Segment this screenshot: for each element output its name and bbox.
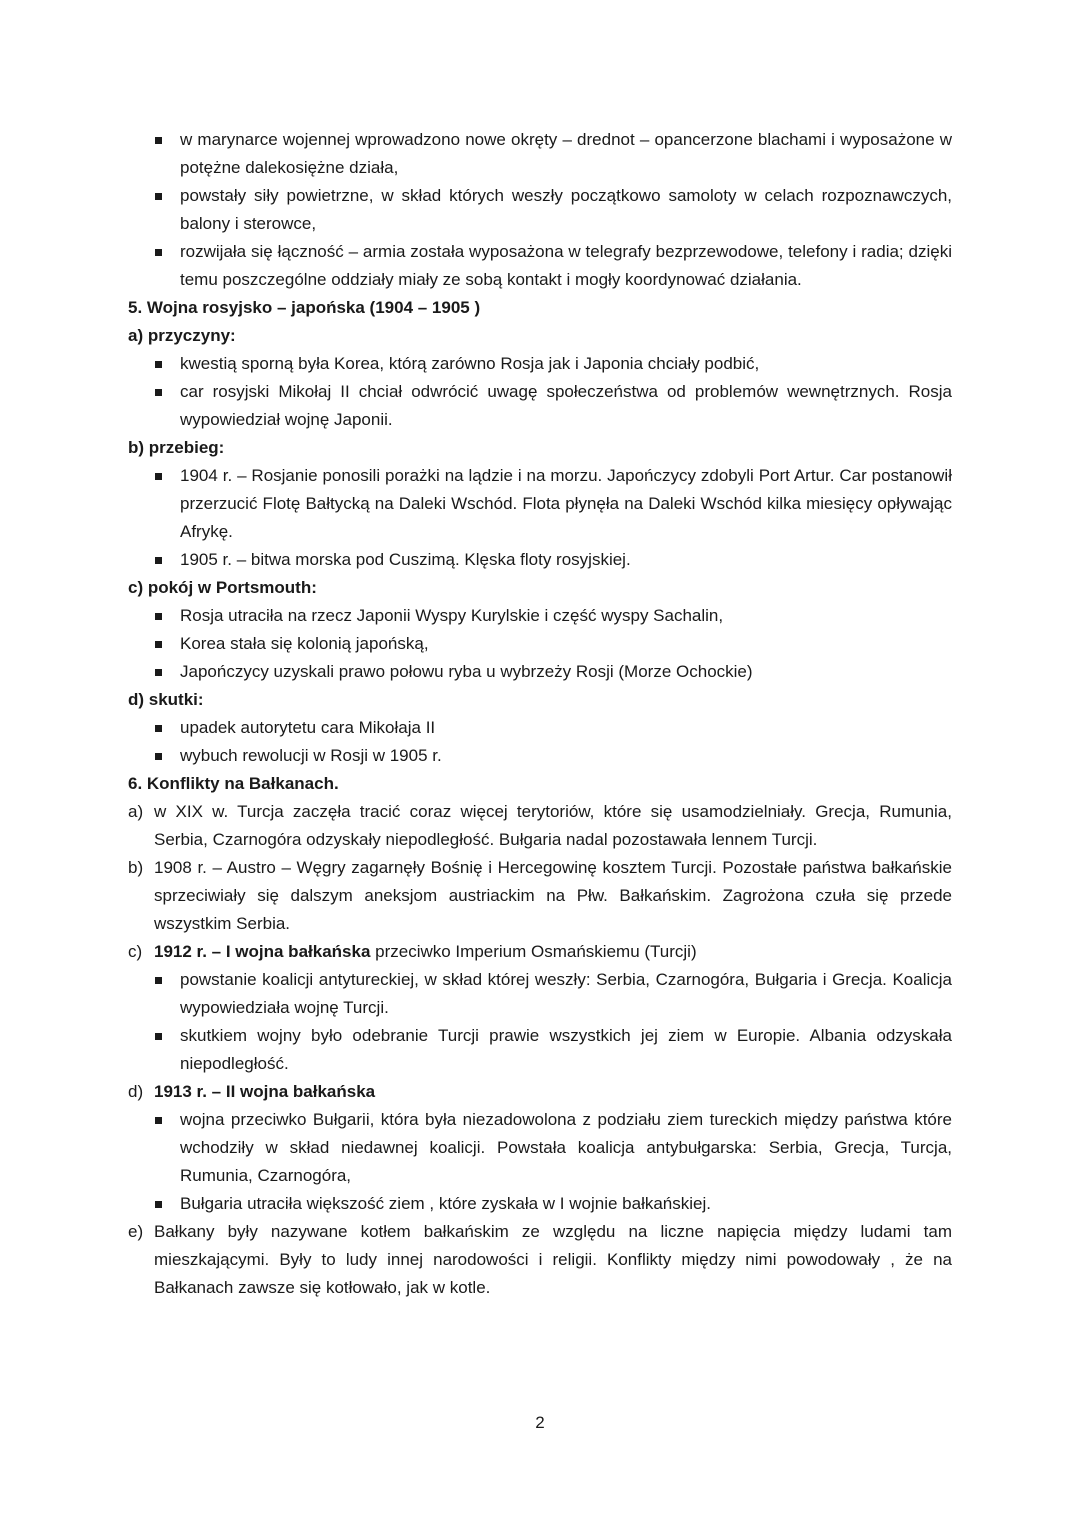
paragraph-label: e) (128, 1222, 144, 1241)
list-item: wybuch rewolucji w Rosji w 1905 r. (128, 742, 952, 770)
list-item: 1905 r. – bitwa morska pod Cuszimą. Klęska floty rosyjskiej. (128, 546, 952, 574)
subsection-label: a) przyczyny: (128, 326, 236, 345)
page-number: 2 (535, 1413, 545, 1432)
paragraph-text: Bałkany były nazywane kotłem bałkańskim ze względu na liczne napięcia między ludami tam mieszkającymi. Były to ludy innej narodowości i religii. Konflikty między nimi powodowały , że na Bałkanach zawsze się kotłowało, jak w kotle. (154, 1222, 952, 1297)
list-item: Rosja utraciła na rzecz Japonii Wyspy Kurylskie i część wyspy Sachalin, (128, 602, 952, 630)
list-item: Korea stała się kolonią japońską, (128, 630, 952, 658)
section-heading: 6. Konflikty na Bałkanach. (128, 774, 339, 793)
list-item: wojna przeciwko Bułgarii, która była niezadowolona z podziału ziem tureckich między państwa które wchodziły w skład niedawnej koalicji. Powstała koalicja antybułgarska: Serbia, Grecja, Turcja, Rumunia, Czarnogóra, (128, 1106, 952, 1190)
paragraph (128, 938, 952, 966)
paragraph-text: przeciwko Imperium Osmańskiemu (Turcji) (370, 942, 697, 961)
subsection-label: d) skutki: (128, 690, 204, 709)
list-item: 1904 r. – Rosjanie ponosili porażki na lądzie i na morzu. Japończycy zdobyli Port Artur. Car postanowił przerzucić Flotę Bałtycką na Daleki Wschód. Flota płynęła na Daleki Wschód kilka miesięcy opływając Afrykę. (128, 462, 952, 546)
list-item: powstanie koalicji antytureckiej, w skład której weszły: Serbia, Czarnogóra, Bułgaria i Grecja. Koalicja wypowiedziała wojnę Turcji. (128, 966, 952, 1022)
list-item: Japończycy uzyskali prawo połowu ryba u wybrzeży Rosji (Morze Ochockie) (128, 658, 952, 686)
section-heading: 5. Wojna rosyjsko – japońska (1904 – 1905 ) (128, 298, 481, 317)
paragraph-text: 1908 r. – Austro – Węgry zagarnęły Bośnię i Hercegowinę kosztem Turcji. Pozostałe państwa bałkańskie sprzeciwiały się dalszym aneksjom austriackim na Płw. Bałkańskim. Zagrożona czuła się przede wszystkim Serbia. (154, 858, 952, 933)
paragraph-bold-text: 1912 r. – I wojna bałkańska (154, 942, 371, 961)
paragraph (128, 1218, 952, 1302)
list-item: car rosyjski Mikołaj II chciał odwrócić uwagę społeczeństwa od problemów wewnętrznych. Rosja wypowiedział wojnę Japonii. (128, 378, 952, 434)
list-item: skutkiem wojny było odebranie Turcji prawie wszystkich jej ziem w Europie. Albania odzyskała niepodległość. (128, 1022, 952, 1078)
paragraph-bold-text: 1913 r. – II wojna bałkańska (154, 1082, 376, 1101)
list-item: Bułgaria utraciła większość ziem , które zyskała w I wojnie bałkańskiej. (128, 1190, 952, 1218)
paragraph-label: a) (128, 802, 144, 821)
list-item: rozwijała się łączność – armia została wyposażona w telegrafy bezprzewodowe, telefony i radia; dzięki temu poszczególne oddziały miały ze sobą kontakt i mogły koordynować działania. (128, 238, 952, 294)
list-item: powstały siły powietrzne, w skład których weszły początkowo samoloty w celach rozpoznawczych, balony i sterowce, (128, 182, 952, 238)
paragraph-label: b) (128, 858, 144, 877)
list-item: upadek autorytetu cara Mikołaja II (128, 714, 952, 742)
paragraph-label: c) (128, 942, 143, 961)
list-item: kwestią sporną była Korea, którą zarówno Rosja jak i Japonia chciały podbić, (128, 350, 952, 378)
paragraph-label: d) (128, 1082, 144, 1101)
subsection-label: c) pokój w Portsmouth: (128, 578, 317, 597)
paragraph (128, 1078, 952, 1106)
paragraph (128, 854, 952, 938)
page-content (128, 126, 952, 1302)
paragraph-text: w XIX w. Turcja zaczęła tracić coraz więcej terytoriów, które się usamodzielniały. Grecja, Rumunia, Serbia, Czarnogóra odzyskały niepodległość. Bułgaria nadal pozostawała lennem Turcji. (154, 802, 952, 849)
paragraph (128, 798, 952, 854)
subsection-label: b) przebieg: (128, 438, 225, 457)
list-item: w marynarce wojennej wprowadzono nowe okręty – drednot – opancerzone blachami i wyposażone w potężne dalekosiężne działa, (128, 126, 952, 182)
